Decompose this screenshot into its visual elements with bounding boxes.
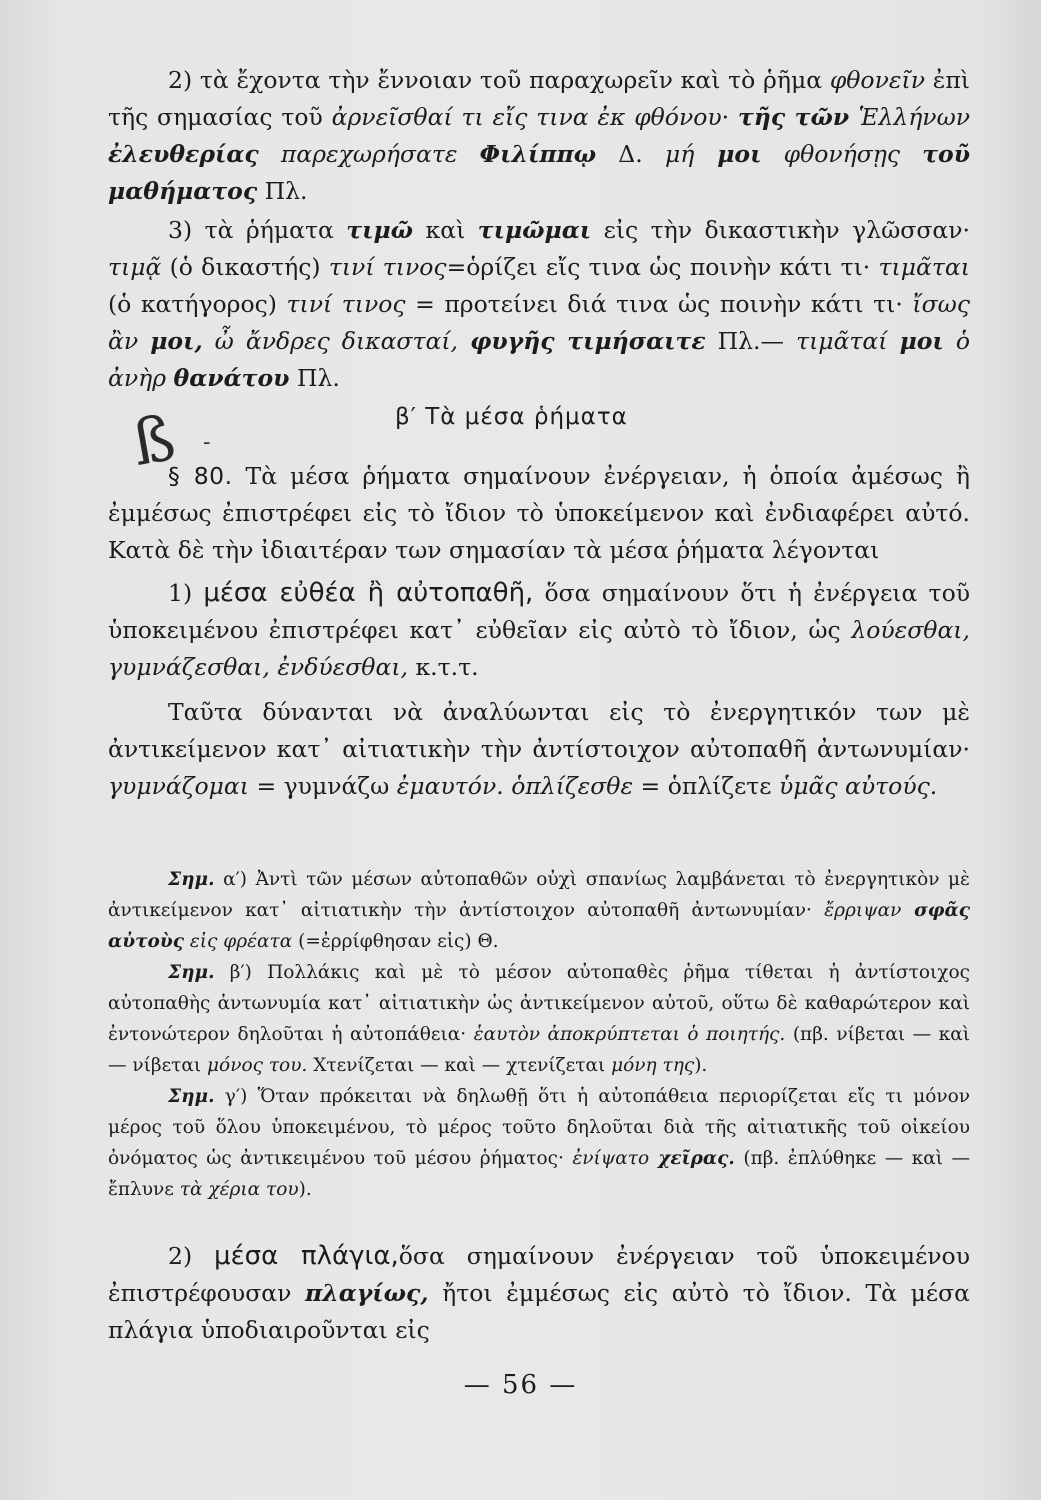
section-middle-indirect — [108, 1238, 970, 1349]
section-middle-verbs — [108, 458, 970, 805]
note-a: Σημ. α′) Ἀντὶ τῶν μέσων αὐτοπαθῶν οὐχὶ σπανίως λαμβάνεται τὸ ἐνεργητικὸν μὲ ἀντικείμενον κατ᾽ αἰτιατικὴν τὴν ἀντίστοιχον αὐτοπαθῆ ἀντωνυμίαν· ἔρριψαν σφᾶς αὐτοὺς εἰς φρέατα (=ἐρρίφθησαν εἰς) Θ. — [108, 869, 970, 952]
handwritten-dash: - — [203, 430, 211, 455]
paragraph-3: 3) τὰ ῥήματα τιμῶ καὶ τιμῶμαι εἰς τὴν δικαστικὴν γλῶσσαν· τιμᾷ (ὁ δικαστής) τινί τινος=ὁρίζει εἴς τινα ὡς ποινὴν κάτι τι· τιμᾶται (ὁ κατήγορος) τινί τινος = προτείνει διά τινα ὡς ποινὴν κάτι τι· ἴσως ἂν μοι, ὦ ἄνδρες δικασταί, φυγῆς τιμήσαιτε Πλ.— τιμᾶταί μοι ὁ ἀνὴρ θανάτου Πλ. — [108, 216, 970, 392]
paragraph-80: § 80. Τὰ μέσα ῥήματα σημαίνουν ἐνέργειαν, ἡ ὁποία ἀμέσως ἢ ἐμμέσως ἐπιστρέφει εἰς τὸ ἴδιον τὸ ὑποκείμενον καὶ ἐνδιαφέρει αὐτό. Κατὰ δὲ τὴν ἰδιαιτέραν των σημασίαν τὰ μέσα ῥήματα λέγονται — [108, 462, 970, 564]
paragraph-analysis: Ταῦτα δύνανται νὰ ἀναλύωνται εἰς τὸ ἐνεργητικόν των μὲ ἀντικείμενον κατ᾽ αἰτιατικὴν τὴν ἀντίστοιχον αὐτοπαθῆ ἀντωνυμίαν· γυμνάζομαι = γυμνάζω ἐμαυτόν. ὁπλίζεσθε = ὁπλίζετε ὑμᾶς αὐτούς. — [108, 698, 970, 800]
notes-block — [108, 864, 970, 1205]
note-c: Σημ. γ′) Ὅταν πρόκειται νὰ δηλωθῇ ὅτι ἡ αὐτοπάθεια περιορίζεται εἴς τι μόνον μέρος τοῦ ὅλου ὑποκειμένου, τὸ μέρος τοῦτο δηλοῦται διὰ τῆς αἰτιατικῆς τοῦ οἰκείου ὀνόματος ὡς ἀντικειμένου τοῦ μέσου ῥήματος· ἐνίψατο χεῖρας. (πβ. ἐπλύθηκε — καὶ — ἔπλυνε τὰ χέρια του). — [108, 1086, 971, 1200]
paragraph-2: 2) τὰ ἔχοντα τὴν ἔννοιαν τοῦ παραχωρεῖν καὶ τὸ ῥῆμα φθονεῖν ἐπὶ τῆς σημασίας τοῦ ἀρνεῖσθαί τι εἴς τινα ἐκ φθόνου· τῆς τῶν Ἑλλήνων ἐλευθερίας παρεχωρήσατε Φιλίππῳ Δ. μή μοι φθονήσῃς τοῦ μαθήματος Πλ. — [108, 66, 971, 205]
page-number: — 56 — — [463, 1370, 578, 1400]
note-b: Σημ. β′) Πολλάκις καὶ μὲ τὸ μέσον αὐτοπαθὲς ῥῆμα τίθεται ἡ ἀντίστοιχος αὐτοπαθὴς ἀντωνυμία κατ᾽ αἰτιατικὴν ὡς ἀντικείμενον αὐτοῦ, οὕτω δὲ καθαρώτερον καὶ ἐντονώτερον δηλοῦται ἡ αὐτοπάθεια· ἑαυτὸν ἀποκρύπτεται ὁ ποιητής. (πβ. νίβεται — καὶ — νίβεται μόνος του. Χτενίζεται — καὶ — χτενίζεται μόνη της). — [108, 962, 970, 1076]
section-top — [108, 62, 970, 397]
handwritten-mark: ß — [126, 400, 181, 481]
section-heading: β′ Τὰ μέσα ῥήματα — [395, 404, 628, 430]
paragraph-middle-indirect: 2) μέσα πλάγια,ὅσα σημαίνουν ἐνέργειαν τοῦ ὑποκειμένου ἐπιστρέφουσαν πλαγίως, ἤτοι ἐμμέσως εἰς αὐτὸ τὸ ἴδιον. Τὰ μέσα πλάγια ὑποδιαιροῦνται εἰς — [108, 1241, 970, 1344]
paragraph-middle-direct: 1) μέσα εὐθέα ἢ αὐτοπαθῆ, ὅσα σημαίνουν ὅτι ἡ ἐνέργεια τοῦ ὑποκειμένου ἐπιστρέφει κατ᾽ εὐθεῖαν εἰς αὐτὸ τὸ ἴδιον, ὡς λούεσθαι, γυμνάζεσθαι, ἐνδύεσθαι, κ.τ.τ. — [108, 578, 970, 681]
